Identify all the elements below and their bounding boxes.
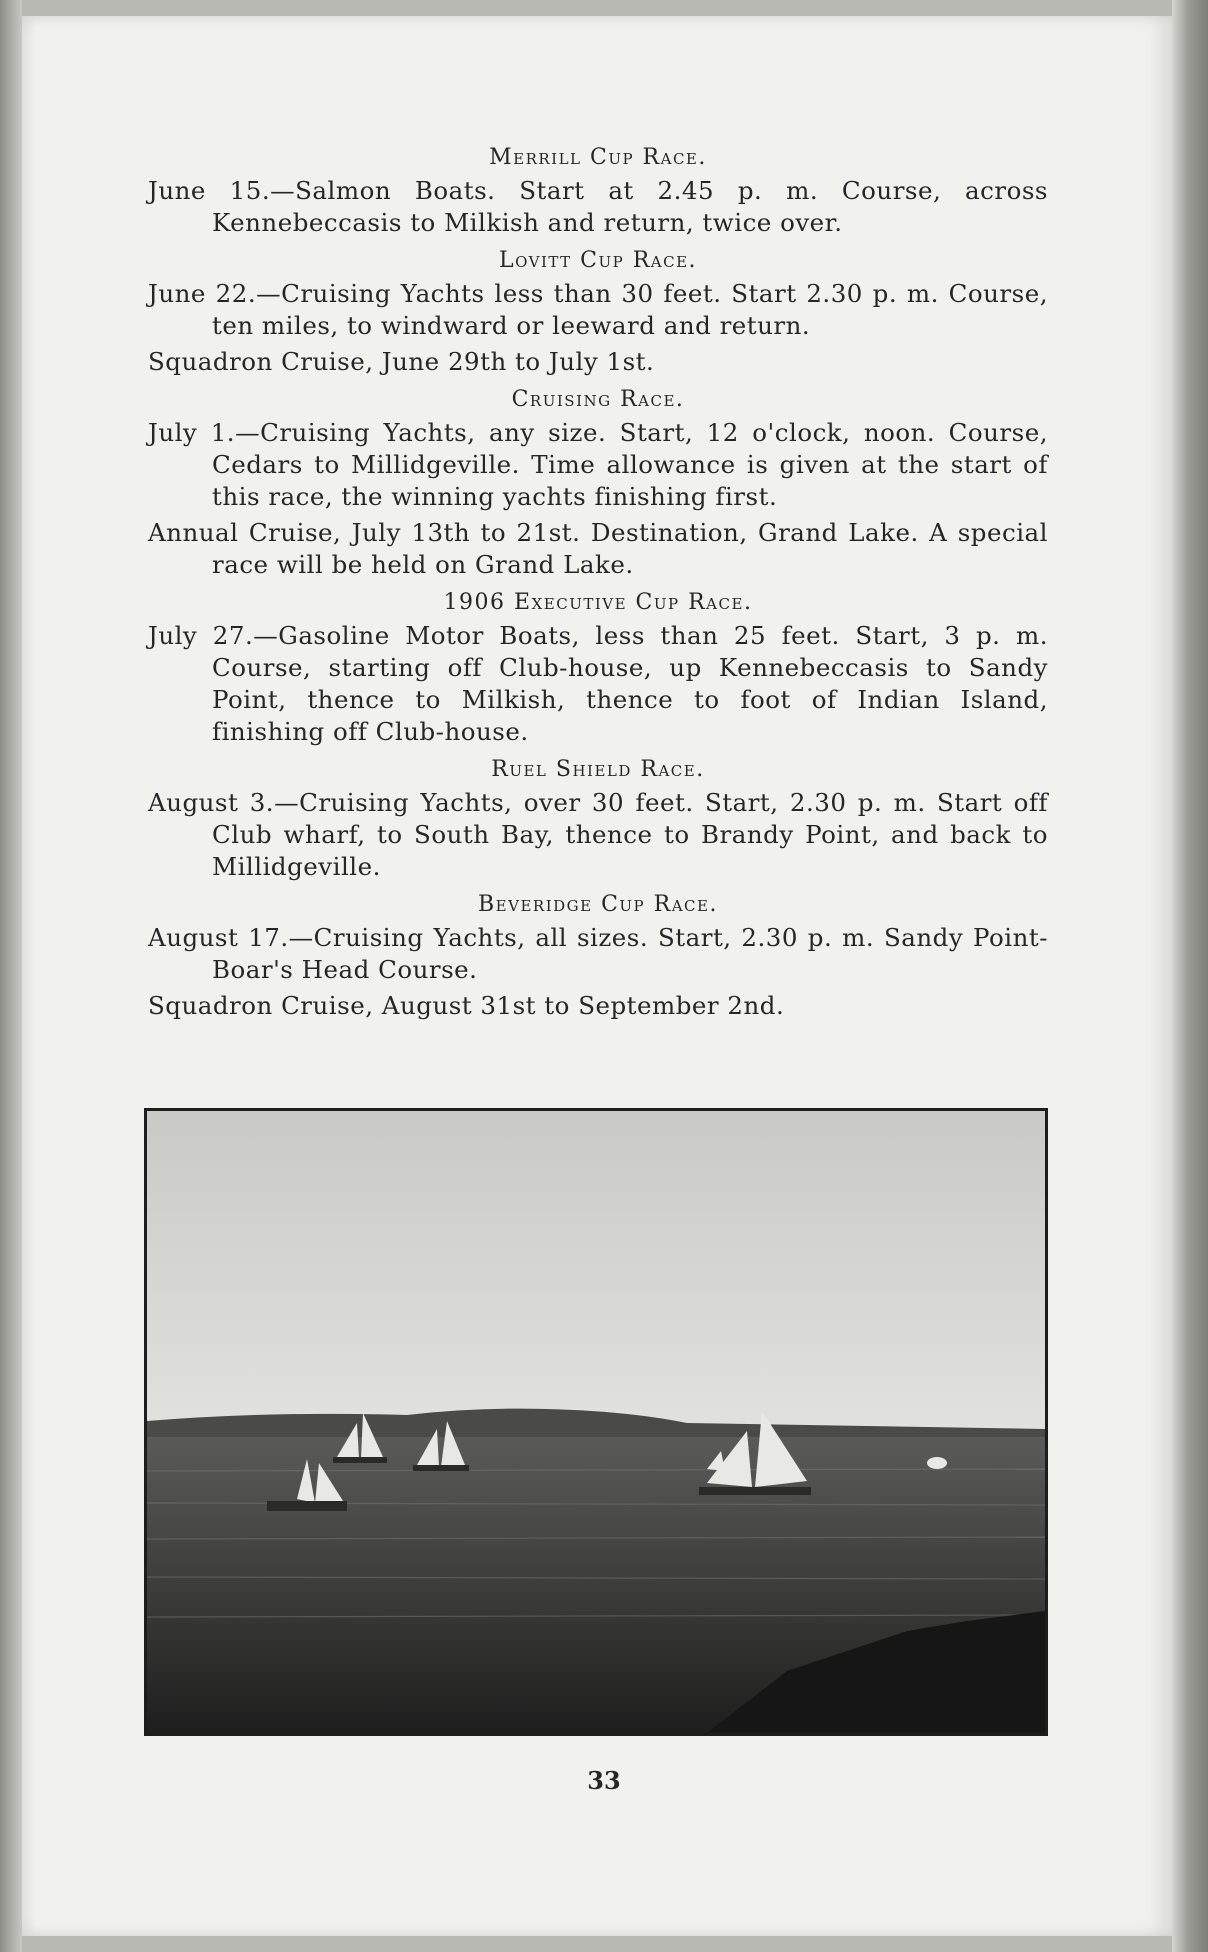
sailboats-photo xyxy=(144,1108,1048,1736)
schedule-entry: August 17.—Cruising Yachts, all sizes. Start, 2.30 p. m. Sandy Point-Boar's Head Course. xyxy=(148,923,1048,984)
schedule-entry: July 1.—Cruising Yachts, any size. Start, 12 o'clock, noon. Course, Cedars to Millidgeville. Time allowance is given at the start of this race, the winning yachts finishing first. xyxy=(148,418,1048,511)
schedule-entry: July 27.—Gasoline Motor Boats, less than 25 feet. Start, 3 p. m. Course, starting off Club-house, up Kennebeccasis to Sandy Point, thence to Milkish, thence to foot of Indian Island, finishing off Club-house. xyxy=(148,621,1048,746)
sailboats-photo-illustration xyxy=(147,1111,1045,1733)
section-heading: 1906 Executive Cup Race. xyxy=(443,590,753,615)
section-heading: Beveridge Cup Race. xyxy=(478,892,718,917)
book-spine xyxy=(0,0,22,1952)
schedule-entry: Squadron Cruise, June 29th to July 1st. xyxy=(148,347,655,376)
section-cruising-race xyxy=(148,382,1048,581)
section-executive-cup xyxy=(148,585,1048,748)
section-heading: Merrill Cup Race. xyxy=(489,145,707,170)
schedule-entry: June 22.—Cruising Yachts less than 30 feet. Start 2.30 p. m. Course, ten miles, to windward or leeward and return. xyxy=(148,279,1048,340)
section-heading: Ruel Shield Race. xyxy=(491,757,705,782)
page-number: 33 xyxy=(587,1766,621,1795)
schedule-entry: Annual Cruise, July 13th to 21st. Destination, Grand Lake. A special race will be held on Grand Lake. xyxy=(148,518,1048,579)
section-ruel-shield xyxy=(148,752,1048,883)
section-beveridge-cup xyxy=(148,887,1048,1022)
section-merrill-cup xyxy=(148,140,1048,239)
page-edge xyxy=(1172,0,1208,1952)
section-heading: Cruising Race. xyxy=(511,387,685,412)
schedule-entry: Squadron Cruise, August 31st to September 2nd. xyxy=(148,991,785,1020)
section-lovitt-cup xyxy=(148,243,1048,378)
schedule-entry: August 3.—Cruising Yachts, over 30 feet. Start, 2.30 p. m. Start off Club wharf, to South Bay, thence to Brandy Point, and back to Millidgeville. xyxy=(148,788,1048,881)
race-schedule xyxy=(148,140,1048,1026)
schedule-entry: June 15.—Salmon Boats. Start at 2.45 p. m. Course, across Kennebeccasis to Milkish and return, twice over. xyxy=(148,176,1048,237)
section-heading: Lovitt Cup Race. xyxy=(498,248,698,273)
